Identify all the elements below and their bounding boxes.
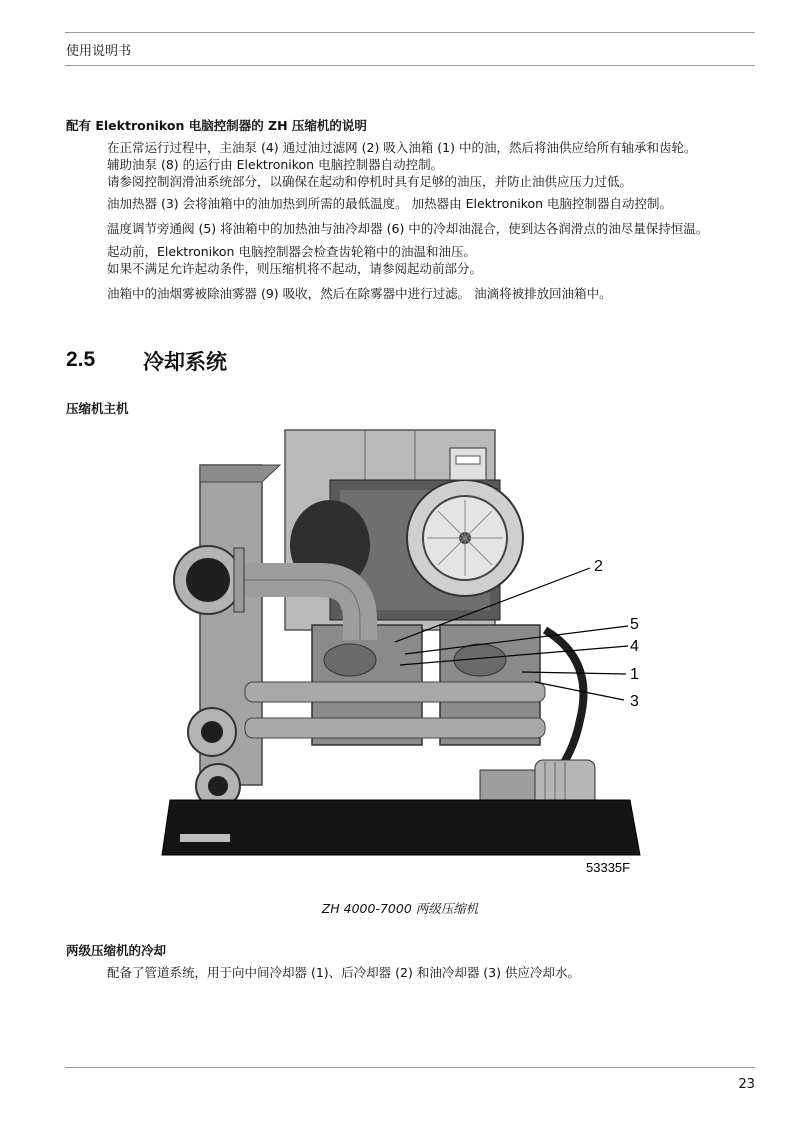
text-line: 配备了管道系统，用于向中间冷却器 (1)、后冷却器 (2) 和油冷却器 (3) 供应冷却水。	[107, 965, 580, 980]
callout-5: 5	[630, 616, 639, 633]
subsection-heading: 压缩机主机	[66, 401, 129, 416]
text-line: 辅助油泵 (8) 的运行由 Elektronikon 电脑控制器自动控制。	[107, 157, 444, 172]
subsection-heading: 两级压缩机的冷却	[66, 943, 167, 958]
chapter-number: 2.5	[66, 348, 96, 371]
oil-pump	[480, 770, 535, 802]
text-line: 如果不满足允许起动条件，则压缩机将不起动，请参阅起动前部分。	[107, 261, 483, 276]
paragraph	[107, 139, 767, 190]
text-line: 油箱中的油烟雾被除油雾器 (9) 吸收，然后在除雾器中进行过滤。 油滴将被排放回油箱中。	[107, 286, 612, 301]
figure-caption: ZH 4000-7000 两级压缩机	[321, 901, 479, 916]
base-plate	[162, 800, 640, 855]
text-line: 在正常运行过程中，主油泵 (4) 通过油过滤网 (2) 吸入油箱 (1) 中的油，然后将油供应给所有轴承和齿轮。	[107, 140, 697, 155]
header-rule-top	[65, 32, 755, 33]
header-rule-bottom	[65, 65, 755, 66]
paragraph	[107, 285, 767, 302]
paragraph	[107, 220, 767, 237]
water-pipe	[245, 718, 545, 738]
text-line: 请参阅控制润滑油系统部分，以确保在起动和停机时具有足够的油压，并防止油供应压力过低。	[107, 174, 633, 189]
paragraph	[107, 964, 767, 981]
chapter-title: 冷却系统	[143, 350, 227, 374]
callout-3: 3	[630, 693, 639, 710]
figure-code: 53335F	[586, 860, 631, 875]
paragraph	[107, 195, 767, 212]
footer-rule	[65, 1067, 755, 1068]
text-line: 起动前，Elektronikon 电脑控制器会检查齿轮箱中的油温和油压。	[107, 244, 476, 259]
section-heading: 配有 Elektronikon 电脑控制器的 ZH 压缩机的说明	[66, 118, 367, 133]
paragraph	[107, 243, 767, 277]
compressor-illustration	[150, 420, 650, 890]
text-line: 温度调节旁通阀 (5) 将油箱中的加热油与油冷却器 (6) 中的冷却油混合，使到达各润滑点的油尽量保持恒温。	[107, 221, 709, 236]
callout-4: 4	[630, 638, 639, 655]
water-pipe	[245, 682, 545, 702]
callout-1: 1	[630, 666, 639, 683]
text-line: 油加热器 (3) 会将油箱中的油加热到所需的最低温度。 加热器由 Elektronikon 电脑控制器自动控制。	[107, 196, 673, 211]
callout-2: 2	[594, 558, 603, 575]
page-number: 23	[738, 1077, 755, 1092]
document-title: 使用说明书	[66, 44, 132, 59]
